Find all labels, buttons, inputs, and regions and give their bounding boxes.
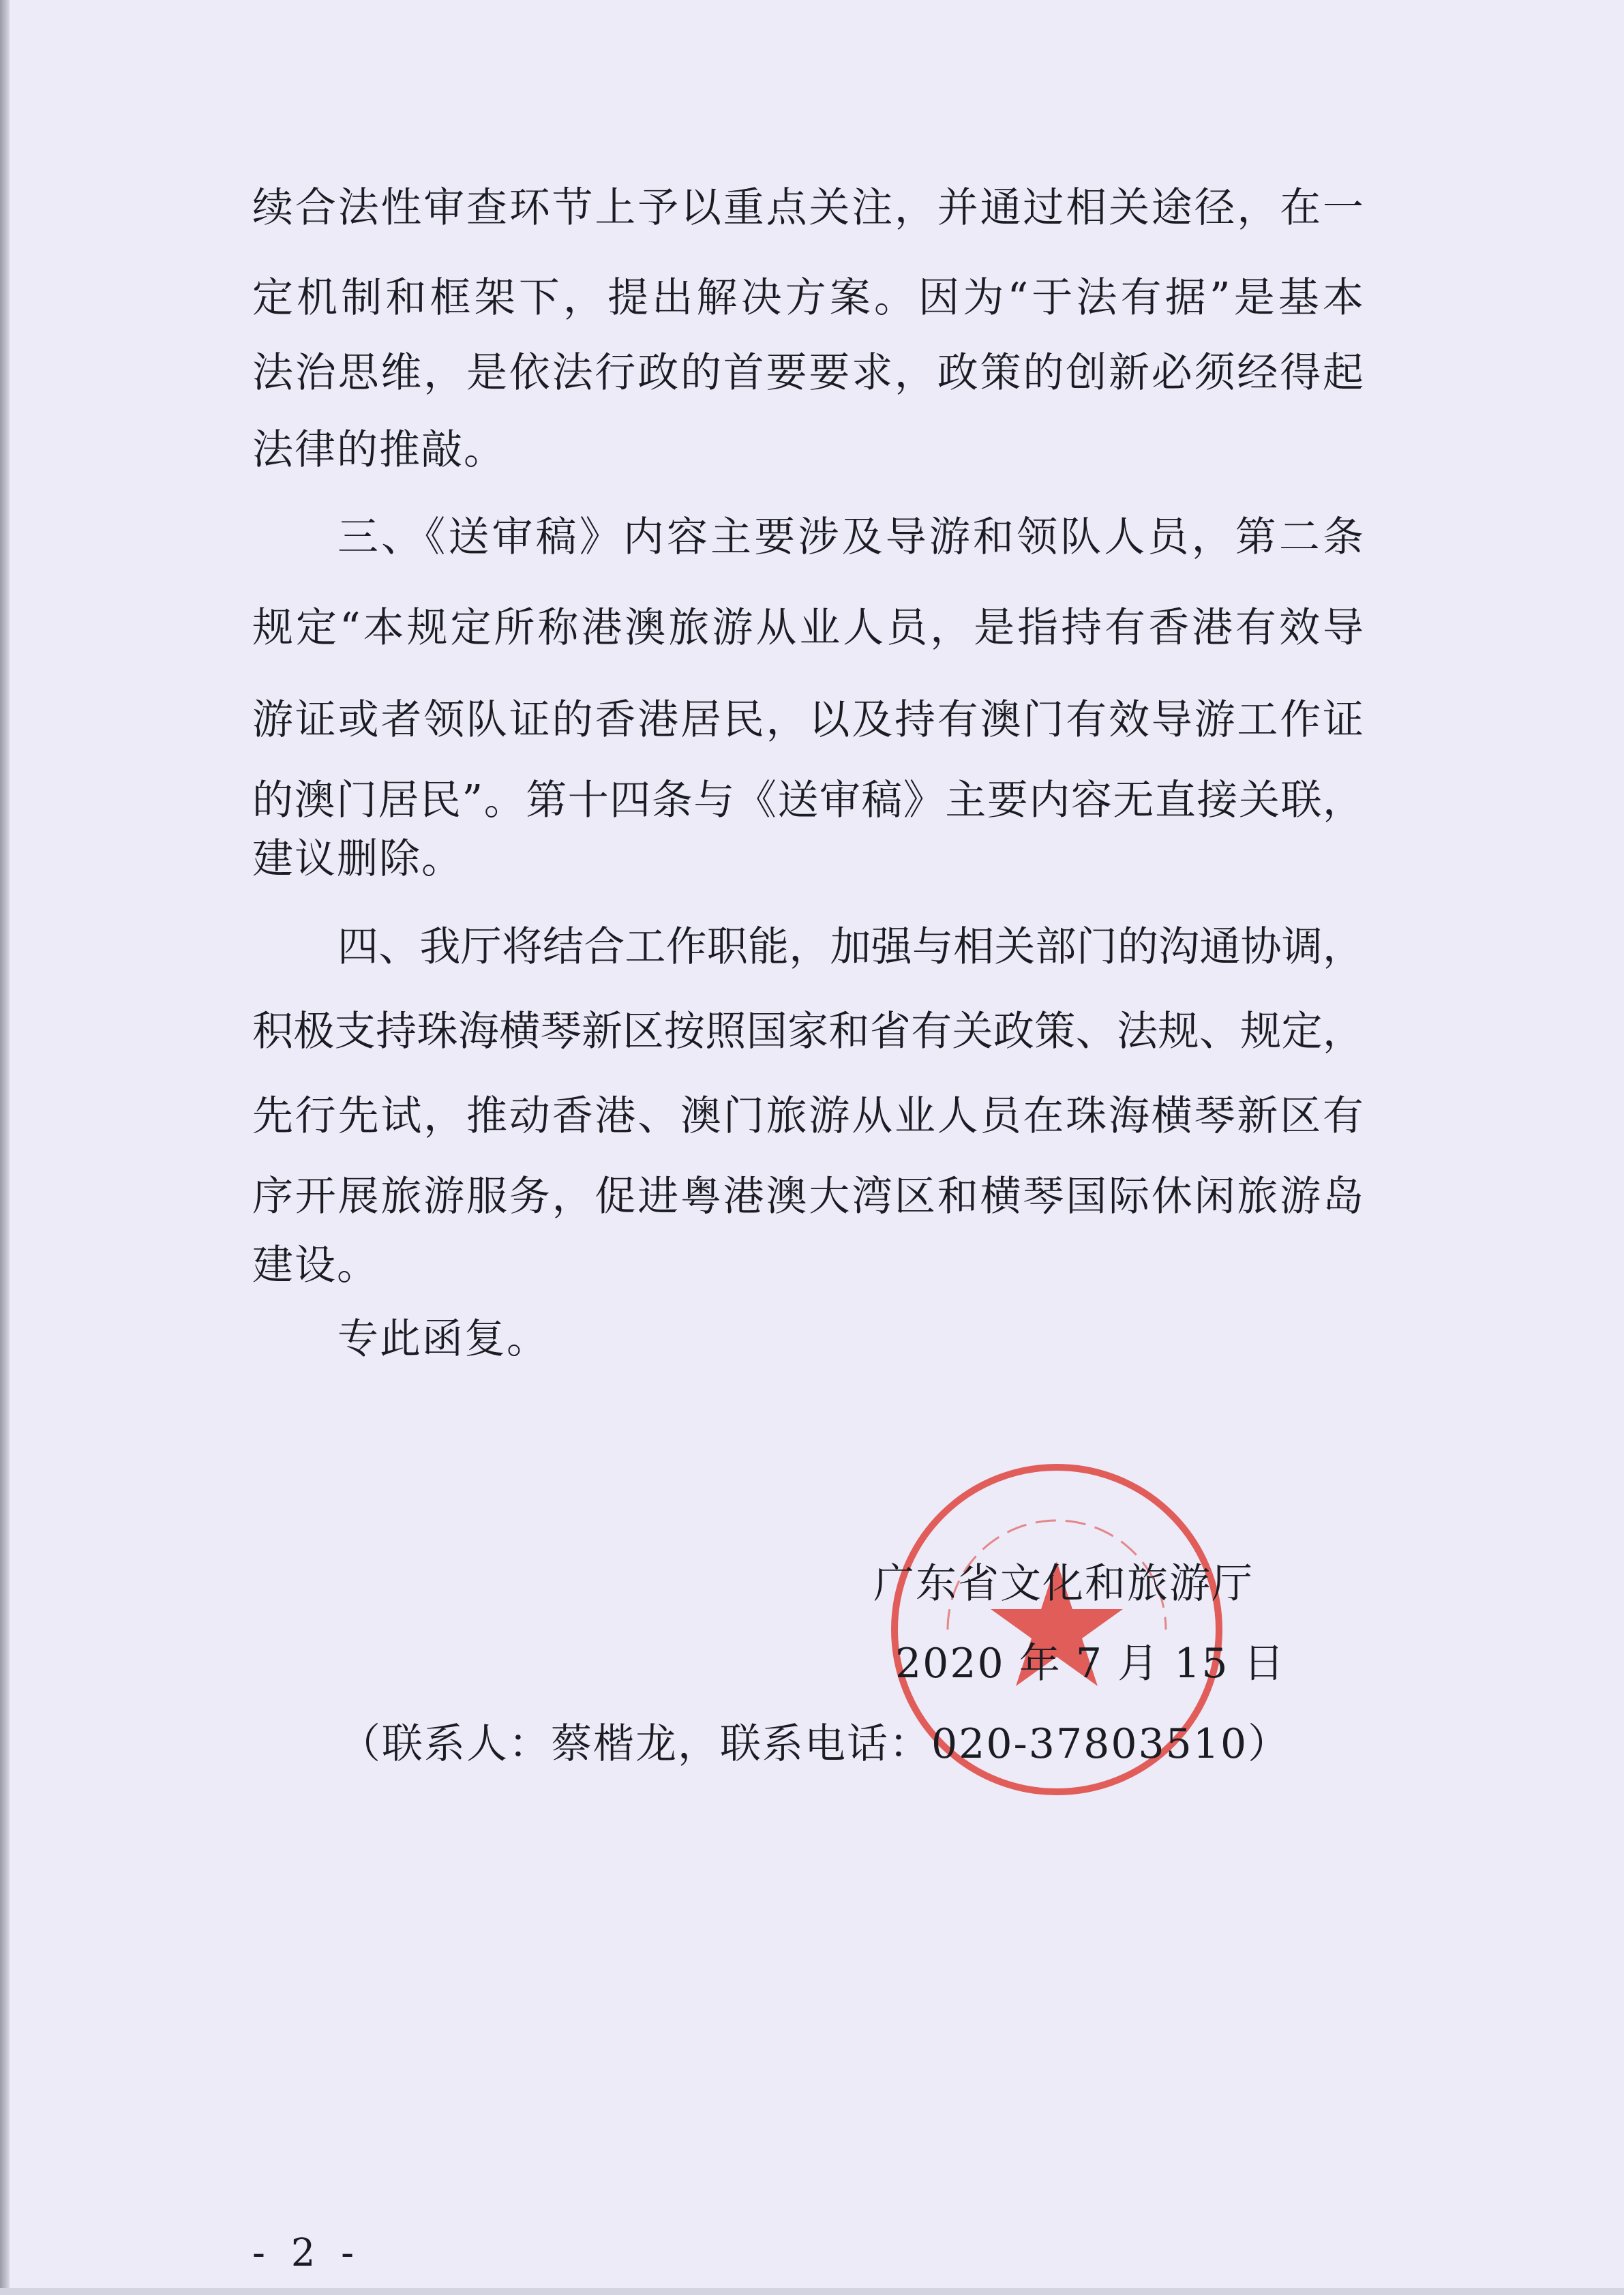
paragraph-line: 专此函复。 [337,1315,549,1363]
paragraph-line: 序开展旅游服务，促进粤港澳大湾区和横琴国际休闲旅游岛 [252,1173,1364,1220]
paragraph-line: 四、我厅将结合工作职能，加强与相关部门的沟通协调， [337,923,1364,971]
paragraph-line: 积极支持珠海横琴新区按照国家和省有关政策、法规、规定， [252,1008,1364,1055]
page-number: - 2 - [252,2231,361,2275]
paragraph-line: 规定“本规定所称港澳旅游从业人员，是指持有香港有效导 [252,604,1364,652]
paragraph-line: 法律的推敲。 [252,426,506,474]
paragraph-line: 定机制和框架下，提出解决方案。因为“于法有据”是基本 [252,274,1364,322]
issuer-name: 广东省文化和旅游厅 [873,1560,1254,1608]
paragraph-line: 游证或者领队证的香港居民，以及持有澳门有效导游工作证 [252,696,1364,744]
paragraph-line: 三、《送审稿》内容主要涉及导游和领队人员，第二条 [337,513,1364,561]
paragraph-line: 先行先试，推动香港、澳门旅游从业人员在珠海横琴新区有 [252,1092,1364,1140]
paragraph-line: 续合法性审查环节上予以重点关注，并通过相关途径，在一 [252,184,1364,232]
issue-date: 2020 年 7 月 15 日 [895,1640,1286,1687]
paragraph-line: 建议删除。 [252,835,464,883]
scan-bottom-edge [0,2288,1624,2295]
paragraph-line: 法治思维，是依法行政的首要要求，政策的创新必须经得起 [252,349,1364,397]
contact-info: （联系人：蔡楷龙，联系电话：020-37803510） [340,1720,1291,1768]
paragraph-line: 的澳门居民”。第十四条与《送审稿》主要内容无直接关联， [252,777,1364,824]
scan-edge [0,0,10,2295]
paragraph-line: 建设。 [252,1242,379,1289]
